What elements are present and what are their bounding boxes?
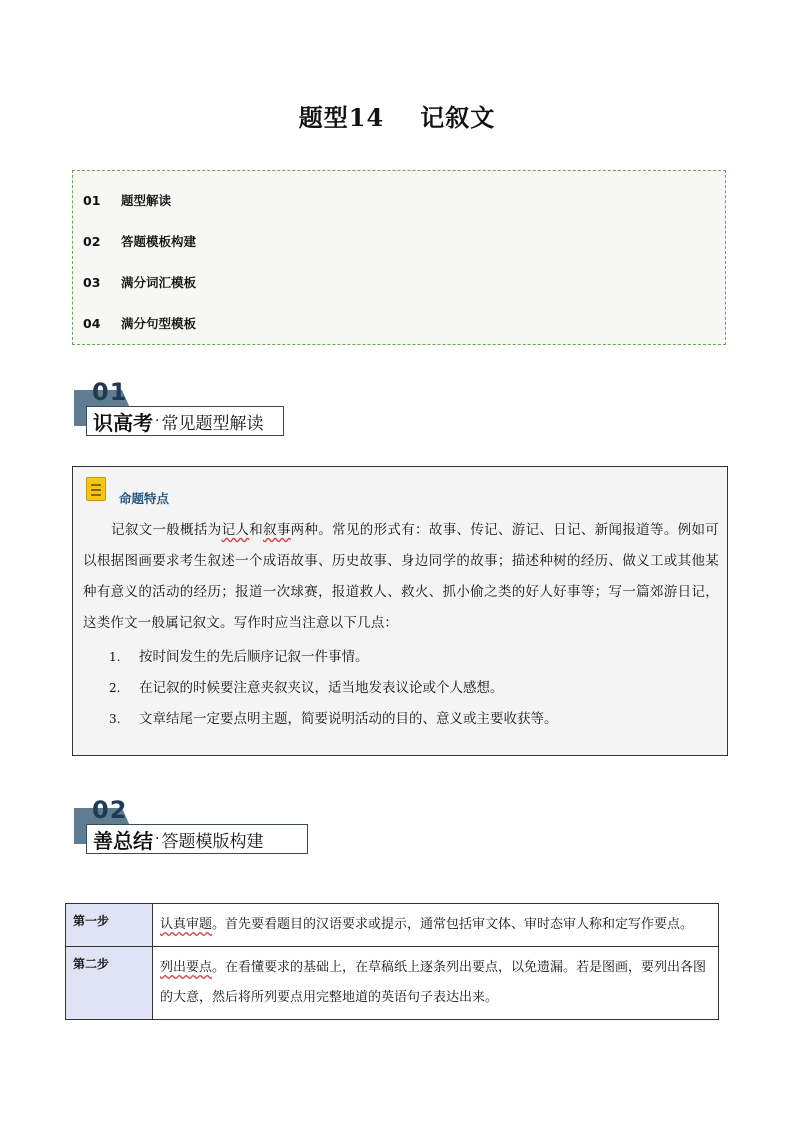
step-text: 。在看懂要求的基础上，在草稿纸上逐条列出要点，以免遗漏。若是图画，要列出各图的大意，然后将所列要点用完整地道的英语句子表达出来。: [160, 960, 707, 1005]
section-heading-sub: 常见题型解读: [161, 413, 264, 434]
step-key: 认真审题: [160, 917, 213, 932]
table-row: [66, 947, 719, 1020]
para-text: 和: [249, 522, 264, 538]
section-heading: [86, 406, 284, 436]
toc-item-label: 答题模板构建: [121, 234, 197, 249]
list-item: [109, 645, 369, 665]
para-text: 两种。常见的形式有：故事、传记、游记、日记、新闻报道等。例如可以根据图画要求考生叙述一个成语故事、历史故事、身边同学的故事；描述种树的经历、做义工或其他某种有意义的活动的经历；报道一次球赛，报道救人、救火、抓小偷之类的好人好事等；写一篇郊游日记，这类作文一般属记叙文。写作时应当注意以下几点：: [83, 522, 719, 631]
step-body: [153, 904, 719, 947]
section-heading-strong: 识高考: [93, 410, 153, 435]
section-heading-dot: ·: [155, 831, 160, 847]
list-item: [109, 676, 504, 696]
toc-item[interactable]: [83, 232, 196, 250]
notepad-icon: [86, 477, 106, 501]
step-label: 第一步: [66, 904, 153, 947]
step-label: 第二步: [66, 947, 153, 1020]
toc-item-number: 04: [83, 316, 101, 331]
step-body: [153, 947, 719, 1020]
section-heading: [86, 824, 308, 854]
toc-item[interactable]: [83, 191, 171, 209]
title-type: 题型14: [298, 103, 385, 132]
list-item-text: 在记叙的时候要注意夹叙夹议，适当地发表议论或个人感想。: [139, 680, 504, 696]
toc-item[interactable]: [83, 314, 196, 332]
section-heading-strong: 善总结: [93, 828, 153, 853]
para-highlight: 叙事: [263, 522, 291, 538]
steps-table: [65, 903, 719, 1020]
feature-box: [72, 466, 728, 756]
section-heading-sub: 答题模版构建: [161, 831, 264, 852]
para-text: 记叙文一般概括为: [111, 522, 222, 538]
table-of-contents: [72, 170, 726, 345]
toc-item-number: 02: [83, 234, 101, 249]
list-item-number: 2.: [109, 681, 121, 695]
feature-paragraph: [83, 515, 719, 639]
list-item-text: 按时间发生的先后顺序记叙一件事情。: [139, 649, 369, 665]
section-number: 01: [92, 378, 128, 406]
page-title: [0, 98, 794, 133]
list-item-number: 1.: [109, 650, 121, 664]
toc-item-label: 满分句型模板: [121, 316, 197, 331]
list-item-number: 3.: [109, 712, 121, 726]
table-row: [66, 904, 719, 947]
toc-item[interactable]: [83, 273, 196, 291]
section-heading-dot: ·: [155, 413, 160, 429]
toc-item-label: 满分词汇模板: [121, 275, 197, 290]
toc-item-number: 03: [83, 275, 101, 290]
step-key: 列出要点: [160, 960, 213, 975]
section-number: 02: [92, 796, 128, 824]
para-highlight: 记人: [221, 522, 250, 538]
title-name: 记叙文: [420, 103, 496, 132]
toc-item-number: 01: [83, 193, 101, 208]
list-item: [109, 707, 558, 727]
step-text: 。首先要看题目的汉语要求或提示，通常包括审文体、审时态审人称和定写作要点。: [212, 917, 694, 932]
feature-heading: 命题特点: [119, 491, 170, 506]
toc-item-label: 题型解读: [121, 193, 172, 208]
list-item-text: 文章结尾一定要点明主题，简要说明活动的目的、意义或主要收获等。: [139, 711, 558, 727]
